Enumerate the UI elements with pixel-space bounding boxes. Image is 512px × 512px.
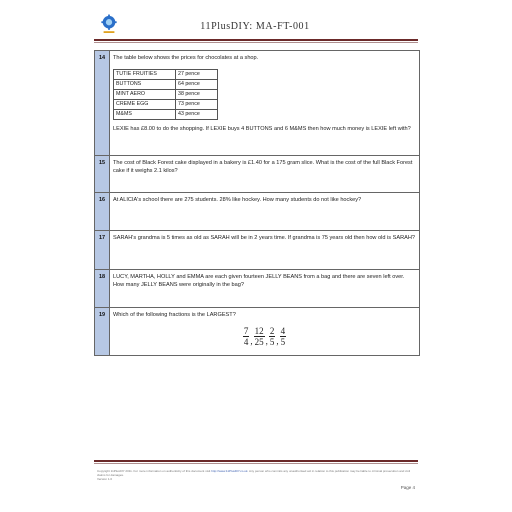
question-number: 14 — [95, 51, 110, 155]
question-row — [95, 156, 419, 193]
fraction-numerator: 2 — [269, 325, 275, 336]
fraction-list — [113, 325, 416, 347]
fraction — [280, 325, 287, 347]
chocolate-price: 27 pence — [176, 69, 218, 79]
question-text-block — [110, 51, 419, 155]
fraction-separator: , — [265, 335, 268, 346]
fraction-separator: , — [276, 335, 279, 346]
version-label: Version 1.0 — [97, 477, 113, 481]
fraction — [269, 325, 279, 347]
document-title: 11PlusDIY: MA-FT-001 — [200, 21, 310, 32]
price-row — [114, 69, 218, 79]
question-text: The table below shows the prices for chocolates at a shop. — [113, 55, 259, 61]
fraction — [254, 325, 265, 347]
website-link[interactable]: http://www.11PlusDIY.co.uk — [211, 469, 248, 473]
price-row — [114, 79, 218, 89]
fraction — [243, 325, 253, 347]
fraction-denominator: 5 — [280, 336, 286, 347]
copyright-text: Copyright 11PlusDIY 2011. For more information on authenticity of this document visit — [97, 469, 211, 473]
question-row — [95, 270, 419, 308]
question-text: Which of the following fractions is the LARGEST? — [113, 312, 236, 318]
question-followup: LEXIE has £8.00 to do the shopping. If LEXIE buys 4 BUTTONS and 6 M&MS then how much money is LEXIE left with? — [113, 125, 411, 132]
question-text: SARAH's grandma is 5 times as old as SARAH will be in 2 years time. If grandma is 75 years old then how old is SARAH? — [113, 235, 416, 241]
question-row — [95, 308, 419, 355]
question-row — [95, 231, 419, 270]
chocolate-name: TUTIE FRUITIES — [114, 69, 176, 79]
question-number: 15 — [95, 156, 110, 192]
question-number: 16 — [95, 193, 110, 230]
page-number: Page 4 — [400, 485, 415, 490]
question-table — [94, 50, 420, 356]
footer-rule-thin — [94, 463, 418, 464]
price-row — [114, 99, 218, 109]
question-text-block — [110, 308, 419, 355]
fraction-numerator: 7 — [243, 325, 249, 336]
chocolate-price: 38 pence — [176, 89, 218, 99]
price-row — [114, 109, 218, 119]
chocolate-price: 64 pence — [176, 79, 218, 89]
fraction-separator: , — [250, 335, 253, 346]
fraction-denominator: 5 — [269, 336, 275, 347]
header-rule-thin — [94, 42, 418, 43]
price-table — [113, 69, 218, 120]
logo-icon — [100, 14, 118, 34]
chocolate-name: MINT AERO — [114, 89, 176, 99]
fraction-denominator: 25 — [254, 336, 264, 347]
question-row — [95, 51, 419, 156]
question-text: The cost of Black Forest cake displayed in a bakery is £1.40 for a 175 gram slice. What is the cost of the full Black Forest cake if it weighs 2.1 kilos? — [113, 160, 413, 174]
question-row — [95, 193, 419, 231]
chocolate-name: M&MS — [114, 109, 176, 119]
fraction-denominator: 4 — [243, 336, 249, 347]
footer-rule — [94, 460, 418, 462]
question-number: 18 — [95, 270, 110, 307]
fraction-numerator: 4 — [280, 325, 286, 336]
question-number: 17 — [95, 231, 110, 269]
chocolate-name: CREME EGG — [114, 99, 176, 109]
footer-copyright — [97, 469, 415, 481]
question-text: LUCY, MARTHA, HOLLY and EMMA are each given fourteen JELLY BEANS from a bag and there are seven left over. How many JELLY BEANS were originally in the bag? — [113, 274, 405, 288]
price-row — [114, 89, 218, 99]
header-rule — [94, 39, 418, 41]
chocolate-price: 43 pence — [176, 109, 218, 119]
fraction-numerator: 12 — [254, 325, 264, 336]
chocolate-price: 73 pence — [176, 99, 218, 109]
question-text: At ALICIA's school there are 275 students. 28% like hockey. How many students do not like hockey? — [113, 197, 362, 203]
question-number: 19 — [95, 308, 110, 355]
copyright-text-end: . Any person who commits any unauthorised act in relation to this publication may be liable to criminal prosecution and civil claims for damages. — [97, 469, 411, 477]
chocolate-name: BUTTONS — [114, 79, 176, 89]
